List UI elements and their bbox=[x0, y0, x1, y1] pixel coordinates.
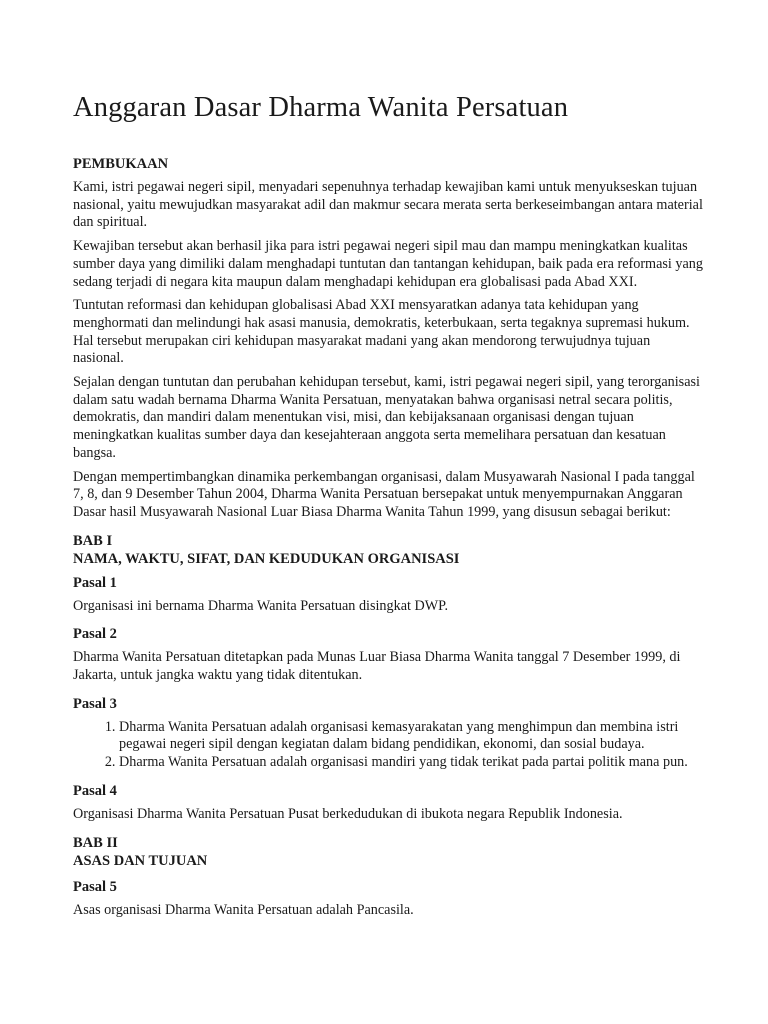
pasal5-text: Asas organisasi Dharma Wanita Persatuan adalah Pancasila. bbox=[73, 901, 414, 918]
document-page bbox=[73, 90, 703, 925]
pembukaan-heading: PEMBUKAAN bbox=[73, 156, 169, 172]
pasal3-list-item: 1. Dharma Wanita Persatuan adalah organisasi kemasyarakatan yang menghimpun dan membina istri pegawai negeri sipil dengan kegiatan dalam bidang pendidikan, ekonomi, dan sosial budaya. bbox=[119, 719, 703, 754]
bab1-title: NAMA, WAKTU, SIFAT, DAN KEDUDUKAN ORGANISASI bbox=[73, 550, 460, 567]
pasal1-text: Organisasi ini bernama Dharma Wanita Persatuan disingkat DWP. bbox=[73, 597, 449, 614]
pasal4-heading: Pasal 4 bbox=[73, 782, 117, 799]
pembukaan-paragraph: Kewajiban tersebut akan berhasil jika para istri pegawai negeri sipil mau dan mampu meningkatkan kualitas sumber daya yang dimiliki dalam menghadapi tuntutan dan tantangan kehidupan, baik pada era reformasi yang sedang terjadi di negara kita maupun dalam menghadapi kehidupan era globalisasi pada Abad XXI. bbox=[73, 238, 703, 290]
document-title: Anggaran Dasar Dharma Wanita Persatuan bbox=[73, 92, 569, 123]
pasal2-text: Dharma Wanita Persatuan ditetapkan pada Munas Luar Biasa Dharma Wanita tanggal 7 Desember 1999, di Jakarta, untuk jangka waktu yang tidak ditentukan. bbox=[73, 649, 681, 684]
bab2-heading bbox=[73, 834, 703, 870]
bab1-heading bbox=[73, 532, 703, 568]
bab2-label: BAB II bbox=[73, 834, 118, 851]
pembukaan-paragraph: Kami, istri pegawai negeri sipil, menyadari sepenuhnya terhadap kewajiban kami untuk menyukseskan tujuan nasional, yaitu mewujudkan masyarakat adil dan makmur secara merata serta berkeseimbangan antara material dan spiritual. bbox=[73, 179, 703, 231]
pembukaan-paragraph: Dengan mempertimbangkan dinamika perkembangan organisasi, dalam Musyawarah Nasional I pada tanggal 7, 8, dan 9 Desember Tahun 2004, Dharma Wanita Persatuan bersepakat untuk menyempurnakan Anggaran Dasar hasil Musyawarah Nasional Luar Biasa Dharma Wanita Tahun 1999, yang disusun sebagai berikut: bbox=[73, 468, 695, 520]
pasal3-list-item: 2. Dharma Wanita Persatuan adalah organisasi mandiri yang tidak terikat pada partai politik mana pun. bbox=[119, 754, 703, 772]
pasal1-heading: Pasal 1 bbox=[73, 574, 117, 591]
pasal2-heading: Pasal 2 bbox=[73, 626, 117, 643]
pasal5-heading: Pasal 5 bbox=[73, 878, 117, 895]
pasal4-text: Organisasi Dharma Wanita Persatuan Pusat berkedudukan di ibukota negara Republik Indonesia. bbox=[73, 805, 623, 822]
bab2-title: ASAS DAN TUJUAN bbox=[73, 852, 208, 869]
pasal3-heading: Pasal 3 bbox=[73, 695, 117, 712]
pasal3-list bbox=[73, 719, 703, 772]
pembukaan-paragraph: Tuntutan reformasi dan kehidupan globalisasi Abad XXI mensyaratkan adanya tata kehidupan yang menghormati dan melindungi hak asasi manusia, demokratis, keterbukaan, serta tegaknya supremasi hukum. Hal tersebut merupakan ciri kehidupan masyarakat madani yang akan mendorong terwujudnya tujuan nasional. bbox=[73, 297, 690, 367]
bab1-label: BAB I bbox=[73, 532, 113, 549]
pembukaan-paragraph: Sejalan dengan tuntutan dan perubahan kehidupan tersebut, kami, istri pegawai negeri sipil, yang terorganisasi dalam satu wadah bernama Dharma Wanita Persatuan, menyatakan bahwa organisasi netral secara politis, demokratis, dan mandiri dalam menentukan visi, misi, dan kebijaksanaan organisasi dengan tujuan meningkatkan kualitas sumber daya dan kesejahteraan anggota serta memelihara persatuan dan kesatuan bangsa. bbox=[73, 374, 700, 461]
